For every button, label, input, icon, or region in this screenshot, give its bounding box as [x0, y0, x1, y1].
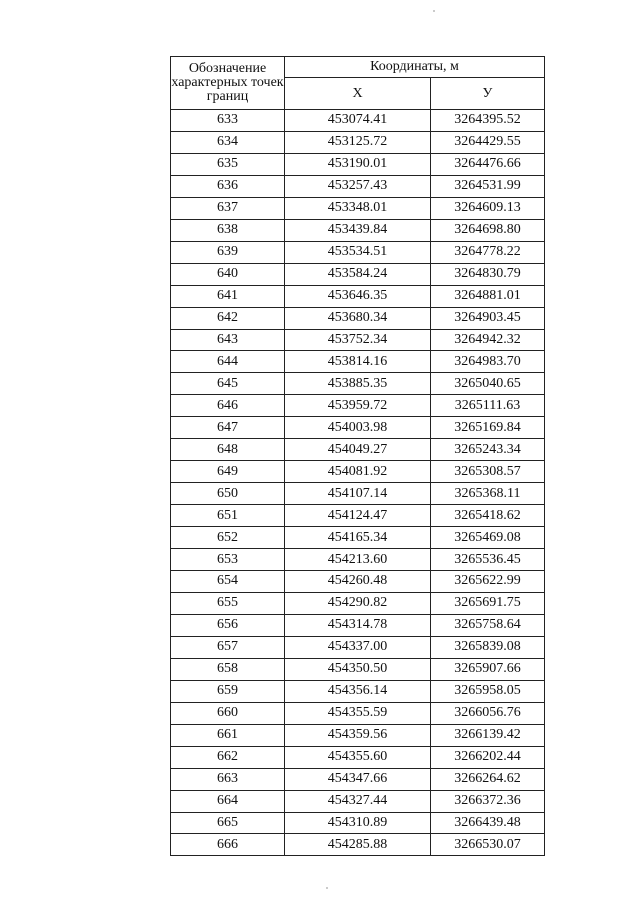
x-cell: 454355.59 — [285, 702, 431, 724]
table-row — [171, 285, 545, 307]
point-cell: 663 — [171, 768, 285, 790]
table-row — [171, 702, 545, 724]
point-cell: 654 — [171, 571, 285, 593]
table-row — [171, 395, 545, 417]
x-cell: 454356.14 — [285, 680, 431, 702]
point-cell: 666 — [171, 834, 285, 856]
x-cell: 454347.66 — [285, 768, 431, 790]
scan-speck — [433, 10, 435, 12]
point-cell: 660 — [171, 702, 285, 724]
table-row — [171, 153, 545, 175]
x-cell: 453646.35 — [285, 285, 431, 307]
x-cell: 454003.98 — [285, 417, 431, 439]
y-cell: 3266056.76 — [431, 702, 545, 724]
y-cell: 3264881.01 — [431, 285, 545, 307]
coordinates-header: Координаты, м — [285, 57, 545, 78]
y-cell: 3265368.11 — [431, 483, 545, 505]
table-row — [171, 680, 545, 702]
table-row — [171, 571, 545, 593]
table-row — [171, 812, 545, 834]
point-cell: 649 — [171, 461, 285, 483]
y-cell: 3265040.65 — [431, 373, 545, 395]
point-cell: 635 — [171, 153, 285, 175]
y-cell: 3264942.32 — [431, 329, 545, 351]
table-row — [171, 219, 545, 241]
table-row — [171, 724, 545, 746]
point-cell: 648 — [171, 439, 285, 461]
point-cell: 656 — [171, 614, 285, 636]
table-row — [171, 790, 545, 812]
x-cell: 454165.34 — [285, 527, 431, 549]
table-row — [171, 614, 545, 636]
y-cell: 3265308.57 — [431, 461, 545, 483]
y-cell: 3264698.80 — [431, 219, 545, 241]
x-column-header: X — [285, 78, 431, 110]
point-cell: 641 — [171, 285, 285, 307]
y-cell: 3266139.42 — [431, 724, 545, 746]
table-row — [171, 307, 545, 329]
table-row — [171, 131, 545, 153]
y-cell: 3264778.22 — [431, 241, 545, 263]
table-row — [171, 768, 545, 790]
x-cell: 454081.92 — [285, 461, 431, 483]
point-cell: 637 — [171, 197, 285, 219]
table-row — [171, 175, 545, 197]
y-cell: 3265536.45 — [431, 549, 545, 571]
table-row — [171, 505, 545, 527]
point-cell: 661 — [171, 724, 285, 746]
x-cell: 453257.43 — [285, 175, 431, 197]
point-cell: 643 — [171, 329, 285, 351]
y-cell: 3264983.70 — [431, 351, 545, 373]
y-cell: 3265622.99 — [431, 571, 545, 593]
x-cell: 453584.24 — [285, 263, 431, 285]
x-cell: 454314.78 — [285, 614, 431, 636]
point-cell: 665 — [171, 812, 285, 834]
point-cell: 662 — [171, 746, 285, 768]
table-row — [171, 834, 545, 856]
table-row — [171, 549, 545, 571]
y-cell: 3265907.66 — [431, 658, 545, 680]
table-row — [171, 110, 545, 132]
table-row — [171, 439, 545, 461]
x-cell: 454049.27 — [285, 439, 431, 461]
point-cell: 651 — [171, 505, 285, 527]
y-cell: 3264395.52 — [431, 110, 545, 132]
point-cell: 664 — [171, 790, 285, 812]
x-cell: 454359.56 — [285, 724, 431, 746]
x-cell: 454213.60 — [285, 549, 431, 571]
table-row — [171, 263, 545, 285]
y-cell: 3265758.64 — [431, 614, 545, 636]
x-cell: 453074.41 — [285, 110, 431, 132]
x-cell: 453885.35 — [285, 373, 431, 395]
x-cell: 454285.88 — [285, 834, 431, 856]
table-row — [171, 527, 545, 549]
point-cell: 646 — [171, 395, 285, 417]
y-cell: 3264830.79 — [431, 263, 545, 285]
table-row — [171, 592, 545, 614]
table-row — [171, 373, 545, 395]
point-cell: 640 — [171, 263, 285, 285]
point-cell: 638 — [171, 219, 285, 241]
x-cell: 454107.14 — [285, 483, 431, 505]
x-cell: 454337.00 — [285, 636, 431, 658]
y-cell: 3265169.84 — [431, 417, 545, 439]
y-cell: 3266264.62 — [431, 768, 545, 790]
table-row — [171, 417, 545, 439]
table-row — [171, 658, 545, 680]
y-cell: 3265243.34 — [431, 439, 545, 461]
point-cell: 650 — [171, 483, 285, 505]
y-cell: 3264903.45 — [431, 307, 545, 329]
table-row — [171, 241, 545, 263]
point-cell: 642 — [171, 307, 285, 329]
x-cell: 453959.72 — [285, 395, 431, 417]
scan-speck — [326, 887, 328, 889]
y-cell: 3266372.36 — [431, 790, 545, 812]
y-column-header: У — [431, 78, 545, 110]
x-cell: 453439.84 — [285, 219, 431, 241]
point-cell: 639 — [171, 241, 285, 263]
table-row — [171, 197, 545, 219]
y-cell: 3265418.62 — [431, 505, 545, 527]
x-cell: 454124.47 — [285, 505, 431, 527]
point-cell: 653 — [171, 549, 285, 571]
y-cell: 3265111.63 — [431, 395, 545, 417]
y-cell: 3264531.99 — [431, 175, 545, 197]
x-cell: 454310.89 — [285, 812, 431, 834]
y-cell: 3264429.55 — [431, 131, 545, 153]
coordinates-table — [170, 56, 545, 856]
x-cell: 454350.50 — [285, 658, 431, 680]
y-cell: 3266202.44 — [431, 746, 545, 768]
y-cell: 3266439.48 — [431, 812, 545, 834]
table-row — [171, 483, 545, 505]
x-cell: 454260.48 — [285, 571, 431, 593]
x-cell: 453125.72 — [285, 131, 431, 153]
x-cell: 454290.82 — [285, 592, 431, 614]
table-body — [171, 110, 545, 856]
point-cell: 658 — [171, 658, 285, 680]
point-cell: 633 — [171, 110, 285, 132]
x-cell: 453814.16 — [285, 351, 431, 373]
y-cell: 3264476.66 — [431, 153, 545, 175]
x-cell: 454355.60 — [285, 746, 431, 768]
point-cell: 647 — [171, 417, 285, 439]
x-cell: 453190.01 — [285, 153, 431, 175]
y-cell: 3264609.13 — [431, 197, 545, 219]
point-cell: 644 — [171, 351, 285, 373]
x-cell: 453680.34 — [285, 307, 431, 329]
table-row — [171, 351, 545, 373]
table-row — [171, 746, 545, 768]
x-cell: 453534.51 — [285, 241, 431, 263]
y-cell: 3265691.75 — [431, 592, 545, 614]
point-cell: 634 — [171, 131, 285, 153]
point-column-header: Обозначение характерных точек границ — [171, 57, 285, 110]
x-cell: 454327.44 — [285, 790, 431, 812]
y-cell: 3265839.08 — [431, 636, 545, 658]
y-cell: 3265958.05 — [431, 680, 545, 702]
x-cell: 453752.34 — [285, 329, 431, 351]
table-row — [171, 329, 545, 351]
y-cell: 3265469.08 — [431, 527, 545, 549]
table-row — [171, 461, 545, 483]
x-cell: 453348.01 — [285, 197, 431, 219]
point-cell: 645 — [171, 373, 285, 395]
point-cell: 636 — [171, 175, 285, 197]
point-cell: 659 — [171, 680, 285, 702]
point-cell: 655 — [171, 592, 285, 614]
point-cell: 657 — [171, 636, 285, 658]
y-cell: 3266530.07 — [431, 834, 545, 856]
table-row — [171, 636, 545, 658]
point-cell: 652 — [171, 527, 285, 549]
